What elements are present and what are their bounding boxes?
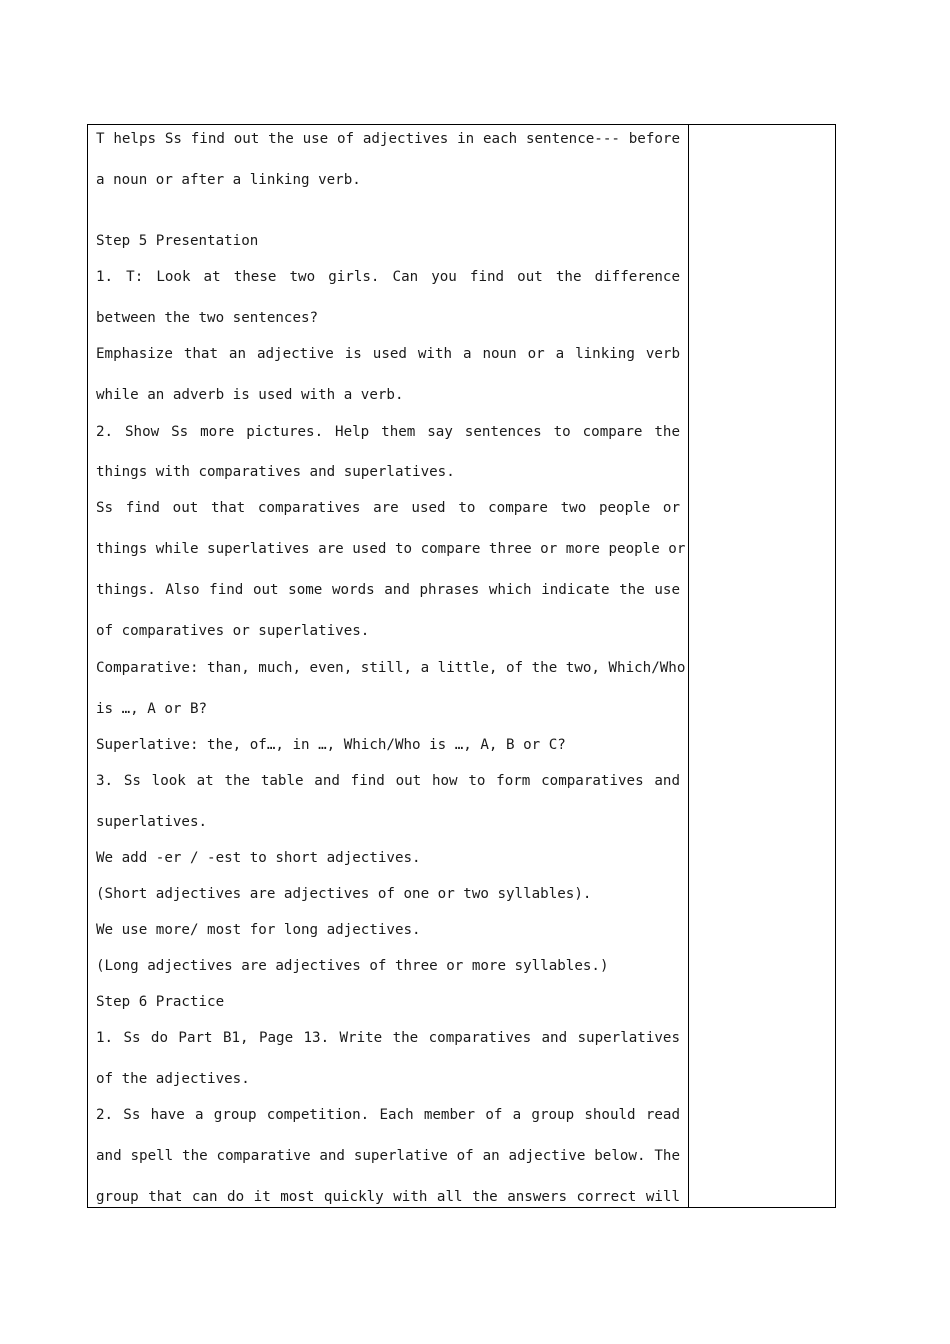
text-line: We use more/ most for long adjectives. (96, 922, 421, 938)
text-line: T helps Ss find out the use of adjectives in each sentence--- before (96, 131, 680, 147)
text-line: between the two sentences? (96, 310, 319, 326)
text-line: of the adjectives. (96, 1071, 250, 1087)
text-line: 1. T: Look at these two girls. Can you find out the difference (96, 269, 680, 285)
text-line: Emphasize that an adjective is used with a noun or a linking verb (96, 346, 680, 362)
text-line: a noun or after a linking verb. (96, 172, 361, 188)
procedure-column (88, 125, 689, 1207)
text-line: 1. Ss do Part B1, Page 13. Write the comparatives and superlatives (96, 1030, 680, 1046)
text-line: Comparative: than, much, even, still, a little, of the two, Which/Who (96, 660, 686, 676)
text-line: things with comparatives and superlatives. (96, 464, 455, 480)
step-heading: Step 5 Presentation (96, 233, 259, 249)
text-line: 2. Ss have a group competition. Each member of a group should read (96, 1107, 680, 1123)
text-line: Superlative: the, of…, in …, Which/Who is …, A, B or C? (96, 737, 566, 753)
step-heading: Step 6 Practice (96, 994, 225, 1010)
text-line: group that can do it most quickly with all the answers correct will (96, 1189, 680, 1205)
text-line: Ss find out that comparatives are used to compare two people or (96, 500, 680, 516)
text-line: things while superlatives are used to compare three or more people or (96, 541, 686, 557)
text-line: while an adverb is used with a verb. (96, 387, 404, 403)
text-line: of comparatives or superlatives. (96, 623, 370, 639)
text-line: (Long adjectives are adjectives of three or more syllables.) (96, 958, 609, 974)
text-line: We add -er / -est to short adjectives. (96, 850, 421, 866)
text-line: and spell the comparative and superlative of an adjective below. The (96, 1148, 680, 1164)
text-line: 3. Ss look at the table and find out how to form comparatives and (96, 773, 680, 789)
text-line: 2. Show Ss more pictures. Help them say sentences to compare the (96, 424, 680, 440)
text-line: things. Also find out some words and phrases which indicate the use (96, 582, 680, 598)
notes-column (689, 125, 835, 1207)
text-line: (Short adjectives are adjectives of one or two syllables). (96, 886, 592, 902)
text-line: superlatives. (96, 814, 208, 830)
lesson-plan-table (87, 124, 836, 1208)
text-line: is …, A or B? (96, 701, 208, 717)
